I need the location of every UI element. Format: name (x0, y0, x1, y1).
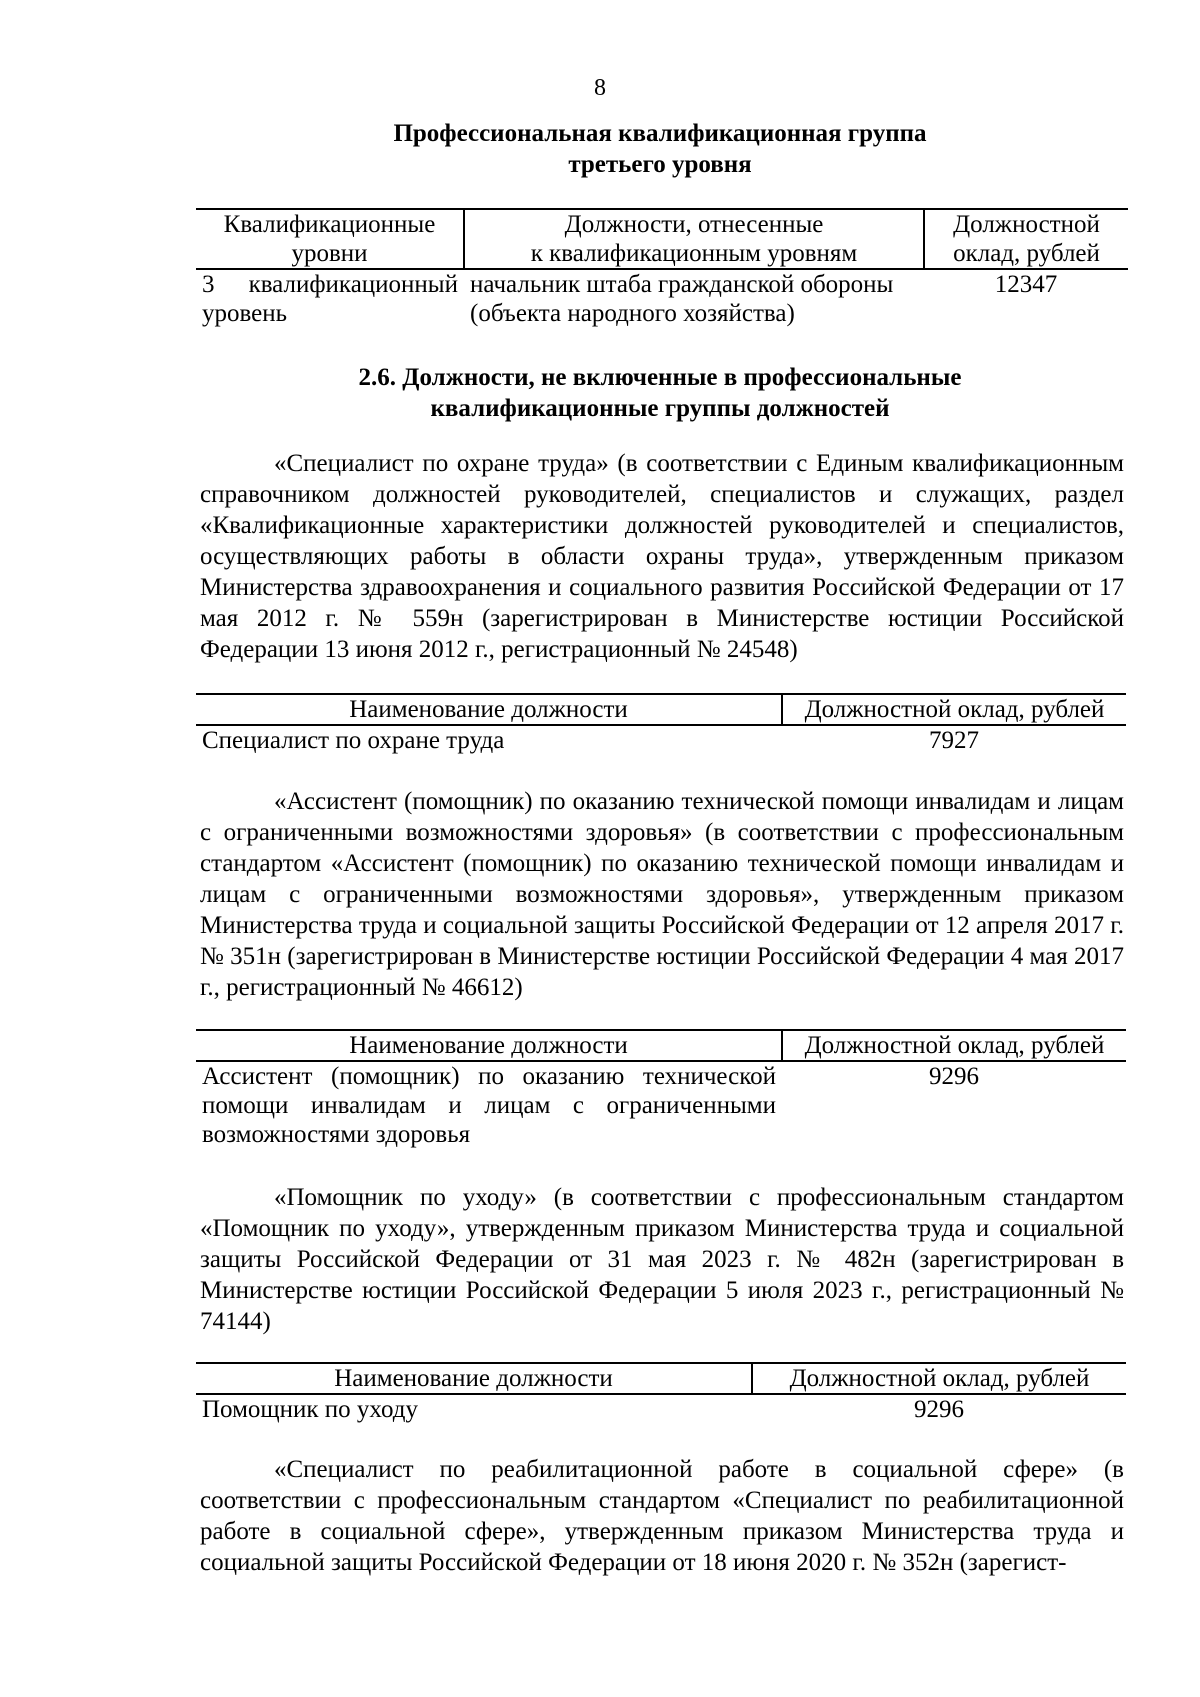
header-line: Должностной (953, 211, 1100, 238)
salary-table-assistant (196, 1029, 1126, 1149)
table-row (196, 725, 1126, 755)
section-heading-line2: квалификационные группы должностей (430, 395, 890, 422)
paragraph-care-assistant: «Помощник по уходу» (в соответствии с профессиональным стандартом «Помощник по уходу», утвержденным приказом Министерства труда и социальной защиты Российской Федерации от 31 мая 2023 г. № 482н (зарегистрирован в Министерстве юстиции Российской Федерации 5 июля 2023 г., регистрационный № 74144) (200, 1184, 1124, 1335)
salary-cell: 12347 (994, 271, 1058, 298)
table-row (196, 1061, 1126, 1149)
header-line: к квалификационным уровням (530, 240, 858, 267)
salary-table-care-assistant (196, 1362, 1126, 1424)
position-cell: начальник штаба гражданской обороны (объекта народного хозяйства) (470, 271, 894, 327)
qualification-table (196, 208, 1128, 328)
table-header-row (196, 209, 1128, 269)
position-name-cell: Специалист по охране труда (202, 727, 505, 754)
level-word: квалификационный (248, 271, 458, 298)
section-heading (195, 362, 1125, 424)
header-position-name: Наименование должности (196, 1030, 782, 1061)
position-name-cell: Ассистент (помощник) по оказанию технической помощи инвалидам и лицам с ограниченными возможностями здоровья (202, 1063, 776, 1148)
header-salary (924, 209, 1128, 269)
header-qualification-levels (196, 209, 464, 269)
table-header-row (196, 1363, 1126, 1394)
header-salary: Должностной оклад, рублей (782, 694, 1126, 725)
table-row (196, 269, 1128, 328)
section-heading-line1: 2.6. Должности, не включенные в профессиональные (358, 364, 962, 391)
header-positions (464, 209, 924, 269)
level-tail: уровень (202, 300, 288, 327)
header-line: Должности, отнесенные (564, 211, 824, 238)
header-line: оклад, рублей (953, 240, 1100, 267)
header-salary: Должностной оклад, рублей (752, 1363, 1126, 1394)
page-number: 8 (594, 75, 606, 101)
table-header-row (196, 694, 1126, 725)
level-number: 3 (202, 271, 215, 298)
salary-cell: 7927 (929, 727, 979, 754)
group-heading-line1: Профессиональная квалификационная группа (393, 120, 927, 147)
salary-table-occupational-safety (196, 693, 1126, 755)
position-name-cell: Помощник по уходу (202, 1396, 418, 1423)
paragraph-rehabilitation-specialist: «Специалист по реабилитационной работе в социальной сфере» (в соответствии с профессиональным стандартом «Специалист по реабилитационной работе в социальной сфере», утвержденным приказом Министерства труда и социальной защиты Российской Федерации от 18 июня 2020 г. № 352н (зарегист- (200, 1456, 1124, 1576)
table-row (196, 1394, 1126, 1424)
header-salary: Должностной оклад, рублей (782, 1030, 1126, 1061)
header-position-name: Наименование должности (196, 1363, 752, 1394)
salary-cell: 9296 (929, 1063, 979, 1090)
header-line: уровни (291, 240, 368, 267)
header-position-name: Наименование должности (196, 694, 782, 725)
salary-cell: 9296 (914, 1396, 964, 1423)
paragraph-assistant: «Ассистент (помощник) по оказанию технической помощи инвалидам и лицам с ограниченными возможностями здоровья» (в соответствии с профессиональным стандартом «Ассистент (помощник) по оказанию технической помощи инвалидам и лицам с ограниченными возможностями здоровья», утвержденным приказом Министерства труда и социальной защиты Российской Федерации от 12 апреля 2017 г. № 351н (зарегистрирован в Министерстве юстиции Российской Федерации 4 мая 2017 г., регистрационный № 46612) (200, 788, 1124, 1001)
table-header-row (196, 1030, 1126, 1061)
qualification-level-cell (196, 269, 464, 328)
header-line: Квалификационные (223, 211, 436, 238)
group-heading (195, 118, 1125, 180)
group-heading-line2: третьего уровня (568, 151, 752, 178)
paragraph-occupational-safety: «Специалист по охране труда» (в соответствии с Единым квалификационным справочником должностей руководителей, специалистов и служащих, раздел «Квалификационные характеристики должностей руководителей и специалистов, осуществляющих работы в области охраны труда», утвержденным приказом Министерства здравоохранения и социального развития Российской Федерации от 17 мая 2012 г. № 559н (зарегистрирован в Министерстве юстиции Российской Федерации 13 июня 2012 г., регистрационный № 24548) (200, 450, 1124, 663)
